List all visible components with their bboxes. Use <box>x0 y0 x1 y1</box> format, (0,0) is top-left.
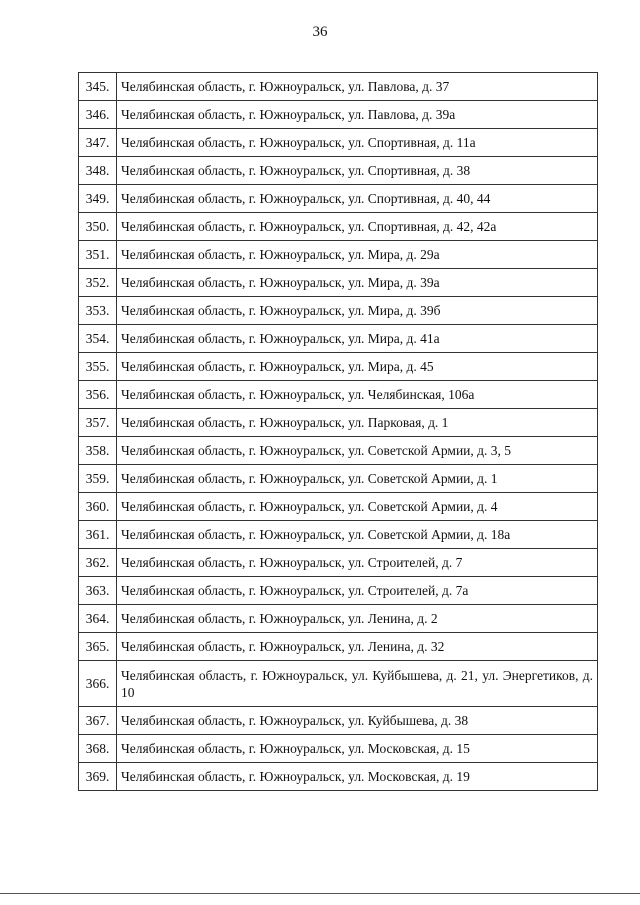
row-address: Челябинская область, г. Южноуральск, ул. Спортивная, д. 11а <box>117 129 598 157</box>
row-number: 355. <box>79 353 117 381</box>
row-number: 351. <box>79 241 117 269</box>
row-address: Челябинская область, г. Южноуральск, ул. Московская, д. 15 <box>117 735 598 763</box>
table-row <box>79 763 598 791</box>
table-row <box>79 493 598 521</box>
row-number: 368. <box>79 735 117 763</box>
row-address: Челябинская область, г. Южноуральск, ул. Московская, д. 19 <box>117 763 598 791</box>
row-address: Челябинская область, г. Южноуральск, ул. Советской Армии, д. 1 <box>117 465 598 493</box>
row-address: Челябинская область, г. Южноуральск, ул. Куйбышева, д. 21, ул. Энергетиков, д. 10 <box>117 661 598 707</box>
table-row <box>79 213 598 241</box>
row-number: 345. <box>79 73 117 101</box>
row-address: Челябинская область, г. Южноуральск, ул. Спортивная, д. 42, 42а <box>117 213 598 241</box>
row-address: Челябинская область, г. Южноуральск, ул. Челябинская, 106а <box>117 381 598 409</box>
row-address: Челябинская область, г. Южноуральск, ул. Мира, д. 39б <box>117 297 598 325</box>
table-row <box>79 465 598 493</box>
row-number: 365. <box>79 633 117 661</box>
row-number: 353. <box>79 297 117 325</box>
row-number: 347. <box>79 129 117 157</box>
table-row <box>79 129 598 157</box>
row-address: Челябинская область, г. Южноуральск, ул. Советской Армии, д. 18а <box>117 521 598 549</box>
table-row <box>79 437 598 465</box>
row-address: Челябинская область, г. Южноуральск, ул. Ленина, д. 32 <box>117 633 598 661</box>
row-address: Челябинская область, г. Южноуральск, ул. Мира, д. 39а <box>117 269 598 297</box>
row-number: 356. <box>79 381 117 409</box>
row-address: Челябинская область, г. Южноуральск, ул. Советской Армии, д. 4 <box>117 493 598 521</box>
row-address: Челябинская область, г. Южноуральск, ул. Спортивная, д. 38 <box>117 157 598 185</box>
table-row <box>79 549 598 577</box>
row-number: 363. <box>79 577 117 605</box>
row-number: 362. <box>79 549 117 577</box>
row-address: Челябинская область, г. Южноуральск, ул. Строителей, д. 7а <box>117 577 598 605</box>
row-number: 354. <box>79 325 117 353</box>
row-address: Челябинская область, г. Южноуральск, ул. Строителей, д. 7 <box>117 549 598 577</box>
row-number: 359. <box>79 465 117 493</box>
table-row <box>79 185 598 213</box>
table-row <box>79 381 598 409</box>
address-table-body <box>79 73 598 791</box>
row-number: 361. <box>79 521 117 549</box>
table-row <box>79 101 598 129</box>
row-address: Челябинская область, г. Южноуральск, ул. Мира, д. 29а <box>117 241 598 269</box>
table-row <box>79 157 598 185</box>
table-row <box>79 633 598 661</box>
row-address: Челябинская область, г. Южноуральск, ул. Павлова, д. 37 <box>117 73 598 101</box>
row-address: Челябинская область, г. Южноуральск, ул. Куйбышева, д. 38 <box>117 707 598 735</box>
row-number: 369. <box>79 763 117 791</box>
row-number: 350. <box>79 213 117 241</box>
row-number: 352. <box>79 269 117 297</box>
row-number: 346. <box>79 101 117 129</box>
row-number: 366. <box>79 661 117 707</box>
table-row <box>79 521 598 549</box>
table-row <box>79 269 598 297</box>
row-number: 348. <box>79 157 117 185</box>
table-row <box>79 73 598 101</box>
row-address: Челябинская область, г. Южноуральск, ул. Павлова, д. 39а <box>117 101 598 129</box>
table-row <box>79 735 598 763</box>
row-number: 367. <box>79 707 117 735</box>
table-row <box>79 409 598 437</box>
table-row <box>79 353 598 381</box>
page-number: 36 <box>312 24 328 40</box>
row-address: Челябинская область, г. Южноуральск, ул. Советской Армии, д. 3, 5 <box>117 437 598 465</box>
row-number: 358. <box>79 437 117 465</box>
row-number: 360. <box>79 493 117 521</box>
table-row <box>79 577 598 605</box>
row-address: Челябинская область, г. Южноуральск, ул. Спортивная, д. 40, 44 <box>117 185 598 213</box>
table-row <box>79 605 598 633</box>
table-row <box>79 297 598 325</box>
row-address: Челябинская область, г. Южноуральск, ул. Мира, д. 41а <box>117 325 598 353</box>
row-number: 357. <box>79 409 117 437</box>
row-address: Челябинская область, г. Южноуральск, ул. Ленина, д. 2 <box>117 605 598 633</box>
table-row <box>79 661 598 707</box>
table-row <box>79 241 598 269</box>
table-row <box>79 707 598 735</box>
row-address: Челябинская область, г. Южноуральск, ул. Парковая, д. 1 <box>117 409 598 437</box>
address-table <box>78 72 598 791</box>
row-number: 364. <box>79 605 117 633</box>
row-address: Челябинская область, г. Южноуральск, ул. Мира, д. 45 <box>117 353 598 381</box>
footer-divider <box>0 893 640 894</box>
row-number: 349. <box>79 185 117 213</box>
table-row <box>79 325 598 353</box>
